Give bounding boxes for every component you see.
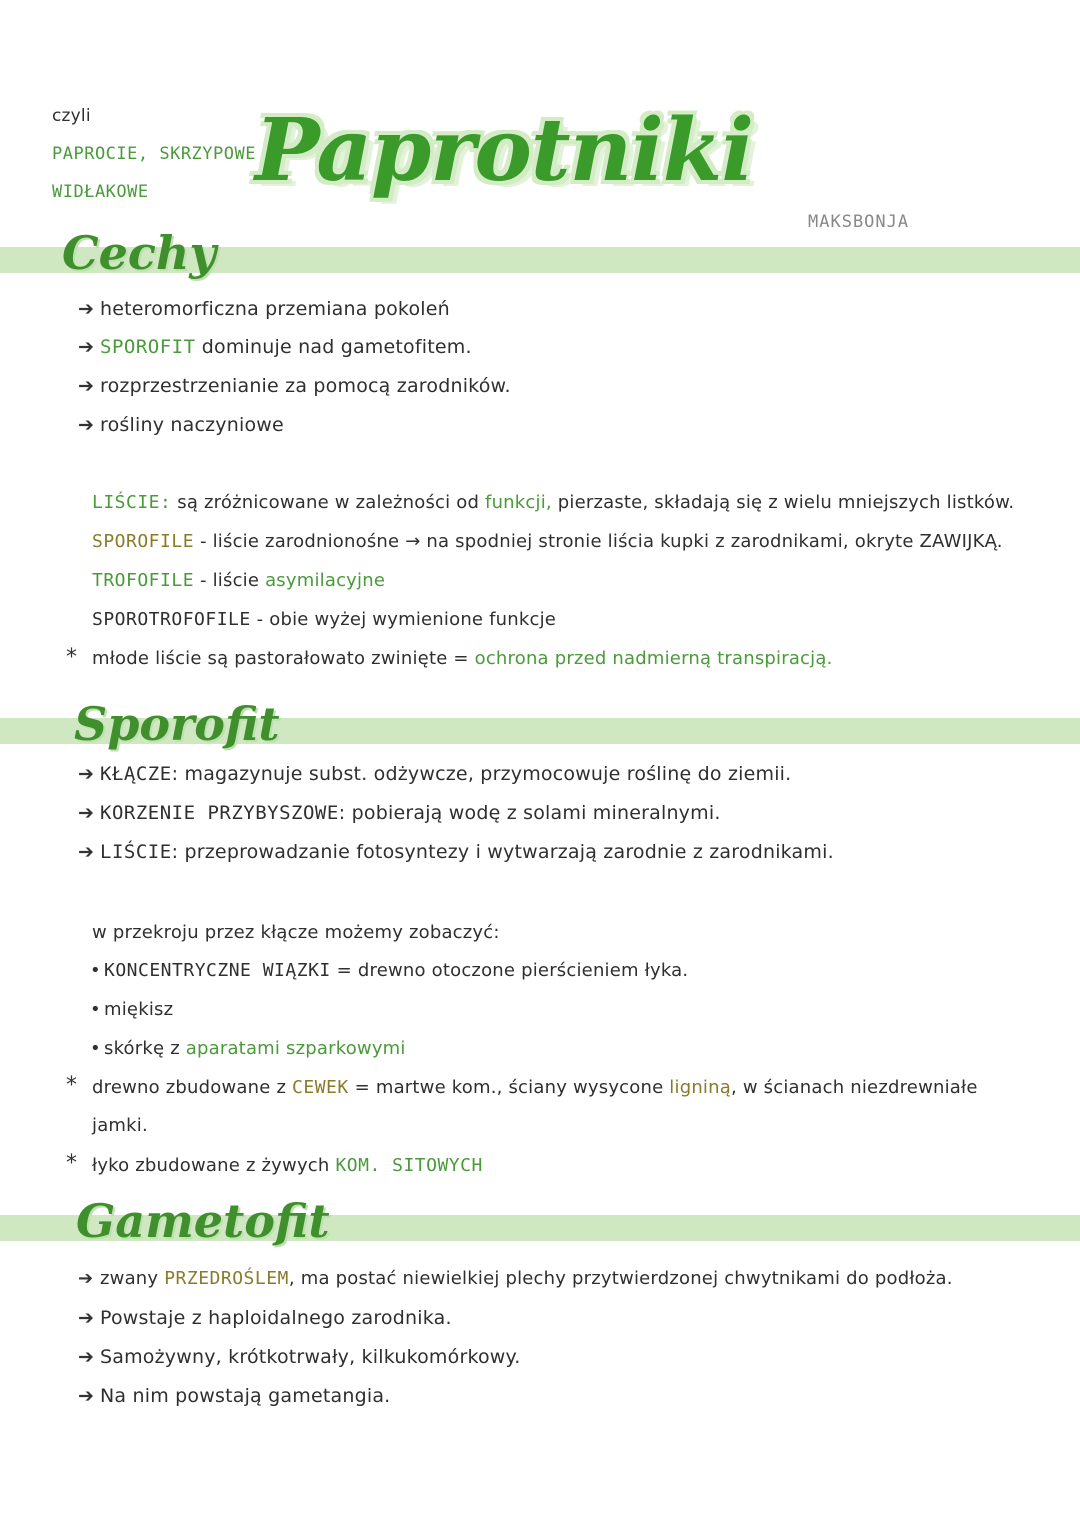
przekroj-bullet-3: • skórkę z aparatami szparkowymi [90, 1038, 406, 1059]
cechy-item-1: ➔ heteromorficzna przemiana pokoleń [78, 298, 450, 320]
przekroj-bullet-2: • miękisz [90, 999, 174, 1020]
heading-cechy: Cechy [62, 226, 217, 280]
przekroj-intro: w przekroju przez kłącze możemy zobaczyć: [92, 922, 500, 943]
bullet-icon: • [90, 999, 101, 1020]
heading-gametofit: Gametofit [76, 1194, 330, 1248]
bullet-icon: • [90, 960, 101, 981]
cechy-item-3: ➔ rozprzestrzenianie za pomocą zarodników. [78, 375, 511, 397]
liscie-line-1: LIŚCIE: są zróżnicowane w zależności od funkcji, pierzaste, składają się z wielu mniejszych listków. [92, 492, 1015, 513]
intro-groups-2: WIDŁAKOWE [52, 182, 149, 202]
gametofit-item-4: ➔ Na nim powstają gametangia. [78, 1385, 391, 1407]
arrow-icon: ➔ [78, 414, 95, 436]
heading-sporofit: Sporofit [74, 697, 280, 751]
page-title: Paprotniki [255, 100, 754, 201]
cechy-item-2: ➔ SPOROFIT dominuje nad gametofitem. [78, 336, 472, 358]
arrow-icon: ➔ [78, 841, 95, 863]
asterisk-icon: * [66, 1151, 77, 1176]
drewno-line: drewno zbudowane z CEWEK = martwe kom., ściany wysycone ligniną, w ścianach niezdrewniałe [92, 1077, 978, 1098]
gametofit-item-3: ➔ Samożywny, krótkotrwały, kilkukomórkowy. [78, 1346, 521, 1368]
liscie-line-4: SPOROTROFOFILE - obie wyżej wymienione funkcje [92, 609, 557, 630]
liscie-line-5: młode liście są pastorałowato zwinięte = ochrona przed nadmierną transpiracją. [92, 648, 833, 669]
intro-czyli: czyli [52, 106, 91, 126]
liscie-line-3: TROFOFILE - liście asymilacyjne [92, 570, 386, 591]
cechy-item-4: ➔ rośliny naczyniowe [78, 414, 284, 436]
arrow-icon: ➔ [78, 763, 95, 785]
arrow-icon: ➔ [78, 802, 95, 824]
lyko-line: łyko zbudowane z żywych KOM. SITOWYCH [92, 1155, 483, 1176]
arrow-icon: ➔ [78, 1346, 95, 1368]
drewno-line-2: jamki. [92, 1115, 148, 1136]
arrow-icon: ➔ [78, 298, 95, 320]
asterisk-icon: * [66, 1073, 77, 1098]
arrow-icon: ➔ [78, 336, 95, 358]
arrow-icon: ➔ [78, 1268, 94, 1289]
arrow-icon: ➔ [78, 1385, 95, 1407]
sporofit-item-2: ➔ KORZENIE PRZYBYSZOWE: pobierają wodę z solami mineralnymi. [78, 802, 721, 824]
przekroj-bullet-1: • KONCENTRYCZNE WIĄZKI = drewno otoczone pierścieniem łyka. [90, 960, 689, 981]
liscie-line-2: SPOROFILE - liście zarodnionośne → na spodniej stronie liścia kupki z zarodnikami, okryte ZAWIJKĄ. [92, 531, 1003, 552]
bullet-icon: • [90, 1038, 101, 1059]
intro-groups-1: PAPROCIE, SKRZYPOWE [52, 144, 256, 164]
sporofit-item-1: ➔ KŁĄCZE: magazynuje subst. odżywcze, przymocowuje roślinę do ziemii. [78, 763, 792, 785]
gametofit-item-1: ➔ zwany PRZEDROŚLEM, ma postać niewielkiej plechy przytwierdzonej chwytnikami do podłoża. [78, 1268, 953, 1289]
gametofit-item-2: ➔ Powstaje z haploidalnego zarodnika. [78, 1307, 452, 1329]
asterisk-icon: * [66, 645, 77, 670]
arrow-icon: ➔ [78, 375, 95, 397]
author-signature: MAKSBONJA [808, 212, 910, 232]
sporofit-item-3: ➔ LIŚCIE: przeprowadzanie fotosyntezy i wytwarzają zarodnie z zarodnikami. [78, 841, 834, 863]
arrow-icon: ➔ [78, 1307, 95, 1329]
